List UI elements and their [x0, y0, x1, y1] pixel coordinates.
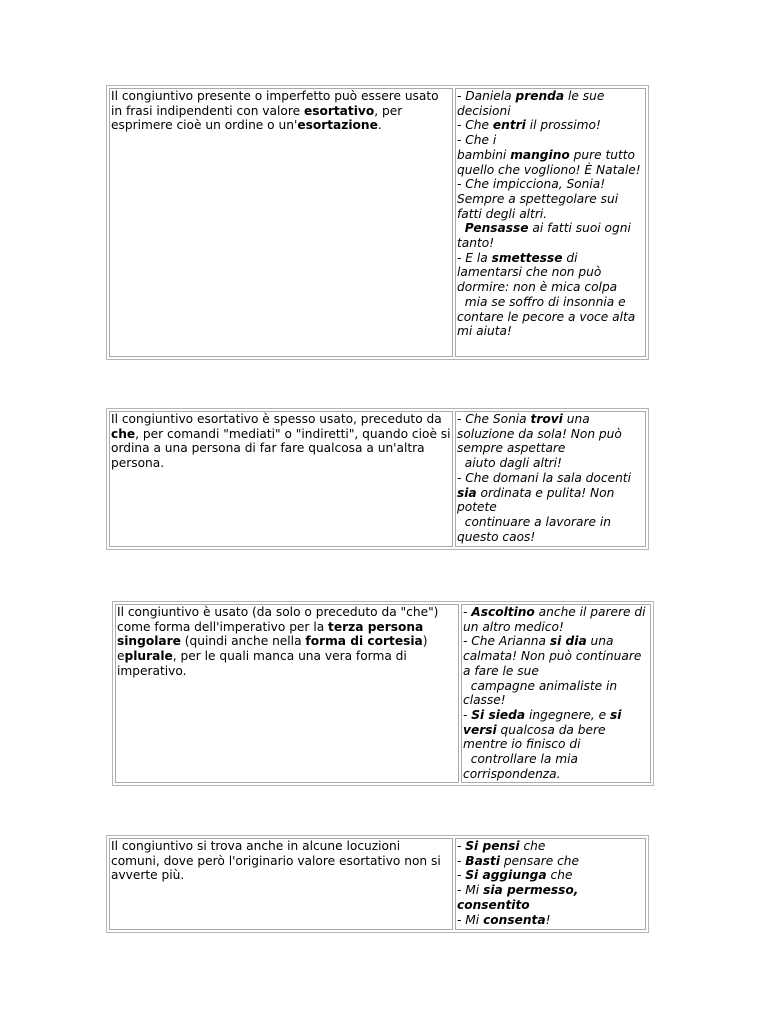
rule-text-1 [111, 89, 452, 133]
text-segment: che - Mi [457, 868, 573, 898]
examples-cell-2 [455, 411, 646, 547]
rule-text-2 [111, 412, 455, 471]
rule-cell-3 [115, 604, 459, 783]
bold-term: Si pensi [465, 839, 520, 853]
bold-term: trovi [530, 412, 563, 426]
text-segment: ! [545, 912, 551, 927]
text-segment: Il congiuntivo presente o imperfetto può essere usato in frasi indipendenti con valore [111, 89, 443, 118]
bold-term: Si aggiunga [465, 868, 547, 883]
text-segment: ai fatti suoi ogni tanto! - E la [457, 221, 631, 265]
rule-text-3 [117, 605, 458, 679]
bold-term: Pensasse [464, 221, 529, 236]
bold-term: Ascoltino [471, 605, 535, 619]
bold-term: si dia [549, 634, 587, 649]
bold-term: si versi [463, 707, 626, 737]
grammar-table-3 [112, 601, 654, 786]
grammar-table-1 [106, 85, 649, 360]
grammar-table-2 [106, 408, 649, 550]
text-segment: di lamentarsi che non può dormire: non è mica colpa mia se soffro di insonnia e contare le pecore a voce alta mi aiuta! [457, 250, 636, 339]
rule-text-4 [111, 839, 452, 883]
text-segment: - Che Sonia [457, 412, 531, 426]
examples-text-3 [463, 605, 650, 781]
rule-cell-2 [109, 411, 453, 547]
text-segment: qualcosa da bere mentre io finisco di controllare la mia corrispondenza. [463, 722, 606, 781]
text-segment: pure tutto quello che vogliono! È Natale! - Che impicciona, Sonia! Sempre a spettegolare sui fatti degli altri. [457, 147, 641, 221]
text-segment: - Daniela [457, 89, 516, 103]
bold-term: sia permesso, consentito [457, 883, 583, 912]
text-segment: , per le quali manca una vera forma di imperativo. [117, 649, 411, 678]
rule-cell-4 [109, 838, 453, 930]
examples-cell-4 [455, 838, 646, 930]
text-segment: (quindi anche nella [180, 634, 306, 649]
grammar-table-4 [106, 835, 649, 933]
bold-term: mangino [510, 147, 570, 162]
examples-text-1 [457, 89, 645, 339]
bold-term: prenda [515, 89, 565, 103]
text-segment: , per esprimere cioè un ordine o un' [111, 103, 407, 133]
text-segment: . [377, 118, 382, 133]
text-segment: , per comandi "mediati" o "indiretti", quando cioè si ordina a una persona di far fare qualcosa a un'altra persona. [111, 426, 455, 471]
text-segment: Il congiuntivo è usato (da solo o preceduto da "che") come forma dell'imperativo per la [117, 605, 443, 634]
text-segment: il prossimo! - Che i bambini [457, 118, 601, 162]
examples-text-4 [457, 839, 645, 927]
examples-cell-1 [455, 88, 646, 357]
bold-term: plurale [124, 649, 173, 664]
text-segment: che - [457, 839, 546, 868]
text-segment: ingegnere, e [525, 707, 610, 722]
text-segment: anche il parere di un altro medico! - Che Arianna [463, 605, 646, 649]
examples-cell-3 [461, 604, 651, 783]
bold-term: terza persona singolare [117, 619, 428, 649]
bold-term: Basti [465, 853, 501, 868]
bold-term: che [111, 426, 136, 441]
text-segment: pensare che - [457, 853, 580, 883]
examples-text-2 [457, 412, 645, 544]
rule-cell-1 [109, 88, 453, 357]
bold-term: entri [492, 118, 526, 133]
text-segment: - Mi [457, 912, 480, 927]
text-segment: le sue decisioni - Che [457, 89, 605, 133]
text-segment: una calmata! Non può continuare a fare le sue campagne animaliste in classe! - [463, 634, 642, 722]
text-segment: - [457, 839, 466, 853]
bold-term: consenta [483, 912, 546, 927]
bold-term: esortazione [297, 118, 378, 133]
text-segment: ) e [117, 634, 432, 664]
bold-term: smettesse [491, 250, 563, 265]
bold-term: esortativo [303, 103, 375, 118]
bold-term: forma di cortesia [305, 634, 423, 649]
text-segment: una soluzione da sola! Non può sempre aspettare aiuto dagli altri! - Che domani la sala docenti [457, 412, 631, 485]
bold-term: Si sieda [471, 707, 526, 722]
text-segment: ordinata e pulita! Non potete continuare a lavorare in questo caos! [457, 485, 615, 544]
bold-term: sia [457, 485, 477, 500]
text-segment: - [463, 605, 472, 619]
text-segment: Il congiuntivo esortativo è spesso usato, preceduto da [111, 412, 446, 426]
text-segment: Il congiuntivo si trova anche in alcune locuzioni comuni, dove però l'originario valore esortativo non si avverte più. [111, 839, 445, 883]
